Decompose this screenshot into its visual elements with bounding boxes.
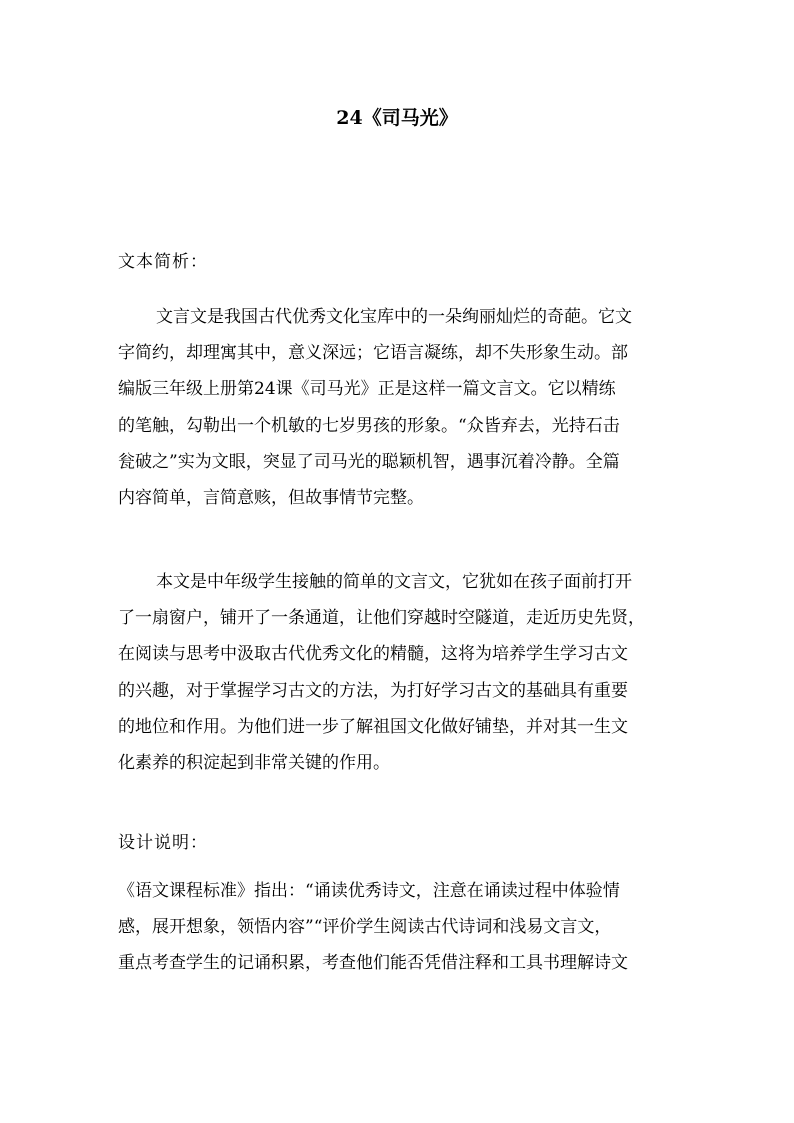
paragraph-design-notes-1 — [118, 873, 678, 982]
paragraph-line: 的地位和作用。为他们进一步了解祖国文化做好铺垫，并对其一生文 — [118, 716, 628, 737]
paragraph-line: 感，展开想象，领悟内容”“评价学生阅读古代诗词和浅易文言文， — [118, 917, 612, 938]
page-title: 24《司马光》 — [336, 107, 458, 129]
paragraph-line: 化素养的积淀起到非常关键的作用。 — [118, 752, 390, 773]
paragraph-line: 在阅读与思考中汲取古代优秀文化的精髓，这将为培养学生学习古文 — [118, 644, 628, 665]
paragraph-line: 的兴趣，对于掌握学习古文的方法，为打好学习古文的基础具有重要 — [118, 680, 628, 701]
section-heading-text-analysis: 文本简析： — [118, 252, 208, 272]
paragraph-line: 字简约，却理寓其中，意义深远；它语言凝练，却不失形象生动。部 — [118, 343, 628, 364]
paragraph-line: 本文是中年级学生接触的简单的文言文，它犹如在孩子面前打开 — [156, 572, 632, 592]
paragraph-line: 内容简单，言简意赅，但故事情节完整。 — [118, 487, 424, 508]
paragraph-line: 的笔触，勾勒出一个机敏的七岁男孩的形象。“众皆弃去，光持石击 — [118, 415, 620, 436]
paragraph-line: 《语文课程标准》指出：“诵读优秀诗文，注意在诵读过程中体验情 — [118, 881, 620, 901]
paragraph-line: 了一扇窗户，铺开了一条通道，让他们穿越时空隧道，走近历史先贤， — [118, 608, 645, 629]
paragraph-line: 文言文是我国古代优秀文化宝库中的一朵绚丽灿烂的奇葩。它文 — [156, 307, 632, 327]
paragraph-text-analysis-1 — [118, 299, 678, 516]
paragraph-text-analysis-2 — [118, 564, 678, 781]
paragraph-line: 瓮破之”实为文眼，突显了司马光的聪颖机智，遇事沉着冷静。全篇 — [118, 451, 620, 472]
section-heading-design-notes: 设计说明： — [118, 833, 208, 853]
paragraph-line: 重点考查学生的记诵积累，考查他们能否凭借注释和工具书理解诗文 — [118, 953, 628, 974]
paragraph-line: 编版三年级上册第24课《司马光》正是这样一篇文言文。它以精练 — [118, 379, 616, 400]
